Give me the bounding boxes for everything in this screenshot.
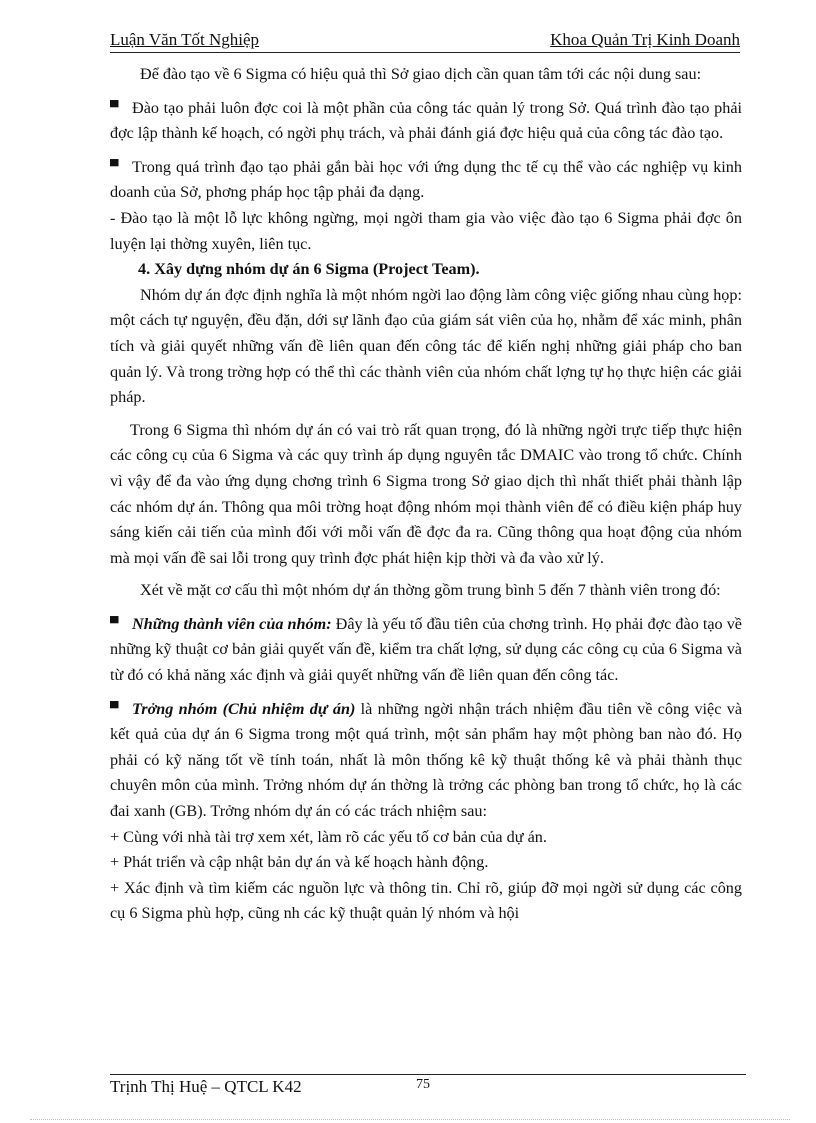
bullet-label: Những thành viên của nhóm: <box>132 614 332 633</box>
page-footer <box>110 1074 746 1096</box>
bullet-text: Đây là yếu tố đầu tiên của chơng trình. Họ phải đợc đào tạo về những kỹ thuật cơ bản giải quyết vấn đề, kiểm tra chất lợng, sử dụng các công cụ của 6 Sigma và từ đó có khả năng xác định và giải quyết những vấn đề liên quan đến công tác. <box>110 614 742 685</box>
footer-author: Trịnh Thị Huệ – QTCL K42 <box>110 1077 302 1096</box>
bullet-icon: ▀ <box>110 99 119 114</box>
list-item-responsibility-1: + Cùng với nhà tài trợ xem xét, làm rõ các yếu tố cơ bản của dự án. <box>110 827 547 846</box>
paragraph-intro: Để đào tạo về 6 Sigma có hiệu quả thì Sở giao dịch cần quan tâm tới các nội dung sau: <box>140 65 702 83</box>
header-faculty: Khoa Quản Trị Kinh Doanh <box>550 30 740 49</box>
bullet-item-team-leader <box>110 696 742 825</box>
header-thesis-title: Luận Văn Tốt Nghiệp <box>110 30 260 49</box>
body-text <box>110 62 742 927</box>
page-edge-divider <box>30 1119 790 1121</box>
list-item-responsibility-2: + Phát triển và cập nhật bản dự án và kế hoạch hành động. <box>110 853 489 872</box>
page-number: 75 <box>416 1077 430 1092</box>
bullet-label: Trởng nhóm (Chủ nhiệm dự án) <box>132 699 356 718</box>
paragraph-team-structure: Xét về mặt cơ cấu thì một nhóm dự án thờng gồm trung bình 5 đến 7 thành viên trong đó: <box>140 581 721 600</box>
bullet-icon: ▀ <box>110 158 119 173</box>
bullet-icon: ▀ <box>110 615 119 630</box>
page-header <box>110 30 740 53</box>
paragraph-training-3: - Đào tạo là một lỗ lực không ngừng, mọi ngời tham gia vào việc đào tạo 6 Sigma phải đợc ôn luyện lại thờng xuyên, liên tục. <box>110 208 742 253</box>
paragraph-project-team-definition: Nhóm dự án đợc định nghĩa là một nhóm ngời lao động làm công việc giống nhau cùng họp: một cách tự nguyện, đều đặn, dới sự lãnh đạo của giám sát viên của họ, nhằm để xác minh, phân tích và giải quyết những vấn đề liên quan đến công tác để kiến nghị những giải pháp cho ban quản lý. Và trong trờng hợp có thể thì các thành viên của nhóm chất lợng tự họ thực hiện các giải pháp. <box>110 285 742 407</box>
bullet-item-training-2 <box>110 154 742 206</box>
bullet-text: Đào tạo phải luôn đợc coi là một phần của công tác quản lý trong Sở. Quá trình đào tạo phải đợc lập thành kế hoạch, có ngời phụ trách, và phải đánh giá đợc hiệu quả của công tác đào tạo. <box>110 98 742 143</box>
bullet-item-training-1 <box>110 95 742 147</box>
bullet-icon: ▀ <box>110 700 119 715</box>
paragraph-project-team-role: Trong 6 Sigma thì nhóm dự án có vai trò rất quan trọng, đó là những ngời trực tiếp thực hiện các công cụ của 6 Sigma và các quy trình áp dụng nguyên tắc DMAIC vào trong tổ chức. Chính vì vậy để đa vào ứng dụng chơng trình 6 Sigma trong Sở giao dịch thì nhất thiết phải thành lập các nhóm dự án. Thông qua môi trờng hoạt động nhóm mọi thành viên để có điều kiện pháp huy sáng kiến cải tiến của mình đối với mỗi vấn đề đợc đa ra. Cũng thông qua hoạt động của nhóm mà mọi vấn đề sai lỗi trong quy trình đợc phát hiện kịp thời và đa vào xử lý. <box>110 420 742 567</box>
bullet-item-team-members <box>110 611 742 689</box>
bullet-text: là những ngời nhận trách nhiệm đầu tiên về công việc và kết quả của dự án 6 Sigma trong một quá trình, một sản phẩm hay một phòng ban nào đó. Họ phải có kỹ năng tốt về tính toán, nhất là môn thống kê kỹ thuật thống kê và phải thành thục chuyên môn của mình. Trởng nhóm dự án thờng là trởng các phòng ban trong tổ chức, họ là các đai xanh (GB). Trởng nhóm dự án có các trách nhiệm sau: <box>110 699 742 821</box>
bullet-text: Trong quá trình đạo tạo phải gắn bài học với ứng dụng thc tế cụ thể vào các nghiệp vụ kinh doanh của Sở, phơng pháp học tập phải đa dạng. <box>110 157 742 202</box>
list-item-responsibility-3: + Xác định và tìm kiếm các nguồn lực và thông tin. Chỉ rõ, giúp đỡ mọi ngời sử dụng các công cụ 6 Sigma phù hợp, cũng nh các kỹ thuật quản lý nhóm và hội <box>110 878 742 923</box>
section-heading: 4. Xây dựng nhóm dự án 6 Sigma (Project Team). <box>138 260 480 279</box>
